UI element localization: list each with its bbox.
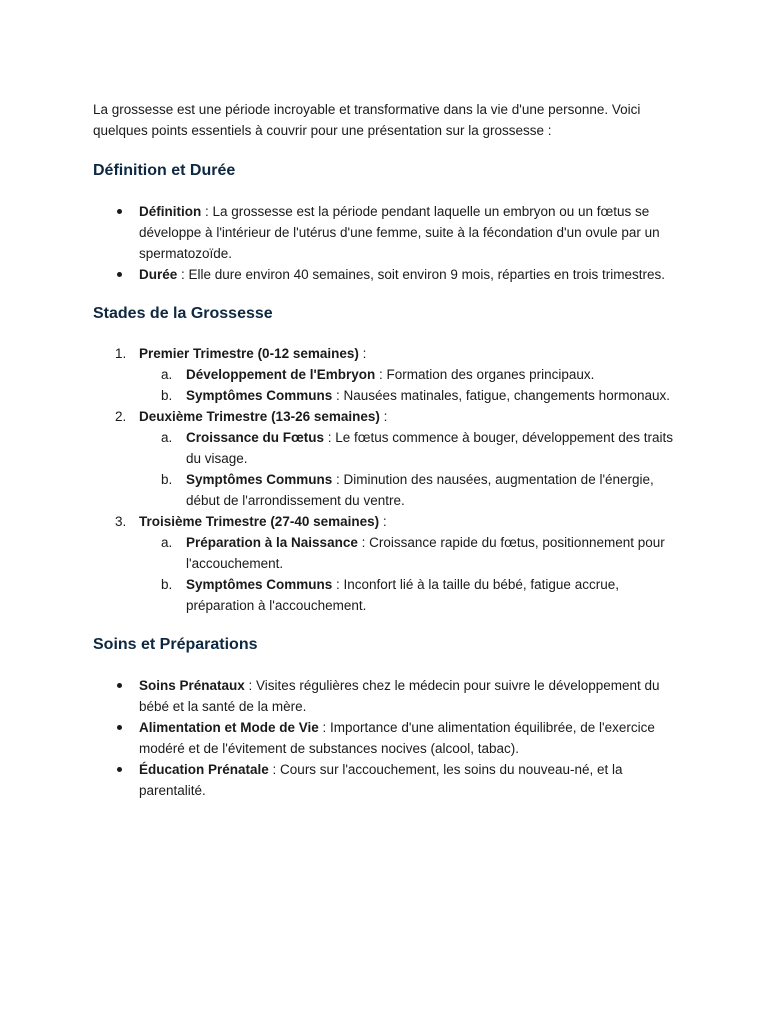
item-number: 2. — [115, 409, 127, 424]
sub-text: : Le fœtus commence à bouger, développement des traits du visage. — [186, 430, 673, 466]
item-term: Définition — [139, 204, 202, 219]
list-item — [93, 675, 683, 717]
sub-list — [139, 427, 683, 511]
sub-item — [139, 427, 683, 469]
item-text: : Elle dure environ 40 semaines, soit environ 9 mois, réparties en trois trimestres. — [177, 267, 665, 282]
intro-paragraph: La grossesse est une période incroyable et transformative dans la vie d'une personne. Voici quelques points essentiels à couvrir pour une présentation sur la grossesse : — [93, 102, 641, 138]
sub-letter: a. — [161, 430, 173, 445]
stades-list — [93, 343, 683, 616]
item-term: Durée — [139, 267, 178, 282]
heading-stades: Stades de la Grossesse — [93, 305, 273, 322]
item-term: Deuxième Trimestre (13-26 semaines) — [139, 409, 380, 424]
item-text: : — [379, 514, 387, 529]
item-term: Alimentation et Mode de Vie — [139, 720, 319, 735]
list-item — [93, 759, 683, 801]
sub-list — [139, 532, 683, 616]
trimester-item — [93, 511, 683, 616]
sub-term: Croissance du Fœtus — [186, 430, 325, 445]
sub-text: : Croissance rapide du fœtus, positionnement pour l'accouchement. — [186, 535, 665, 571]
item-term: Soins Prénataux — [139, 678, 245, 693]
item-text: : — [379, 409, 388, 424]
item-text: : Visites régulières chez le médecin pour suivre le développement du bébé et la santé de la mère. — [139, 678, 660, 714]
document-content — [93, 99, 683, 801]
trimester-item — [93, 406, 683, 511]
sub-item — [139, 469, 683, 511]
sub-text: : Diminution des nausées, augmentation de l'énergie, début de l'arrondissement du ventre. — [186, 472, 654, 508]
sub-letter: b. — [161, 577, 173, 592]
item-term: Premier Trimestre (0-12 semaines) — [139, 346, 359, 361]
sub-term: Développement de l'Embryon — [186, 367, 376, 382]
item-term: Troisième Trimestre (27-40 semaines) — [139, 514, 380, 529]
sub-term: Symptômes Communs — [186, 472, 333, 487]
sub-letter: a. — [161, 535, 173, 550]
soins-list — [93, 675, 683, 801]
sub-item — [139, 532, 683, 574]
item-text: : La grossesse est la période pendant laquelle un embryon ou un fœtus se développe à l'intérieur de l'utérus d'une femme, suite à la fécondation d'un ovule par un spermatozoïde. — [139, 204, 660, 261]
sub-term: Symptômes Communs — [186, 577, 333, 592]
item-number: 1. — [115, 346, 127, 361]
item-term: Éducation Prénatale — [139, 762, 269, 777]
heading-definition: Définition et Durée — [93, 162, 236, 179]
trimester-item — [93, 343, 683, 406]
sub-term: Symptômes Communs — [186, 388, 333, 403]
sub-text: : Nausées matinales, fatigue, changements hormonaux. — [332, 388, 670, 403]
sub-item — [139, 385, 683, 406]
item-number: 3. — [115, 514, 127, 529]
item-text: : Cours sur l'accouchement, les soins du nouveau-né, et la parentalité. — [139, 762, 623, 798]
list-item — [93, 264, 683, 285]
sub-item — [139, 364, 683, 385]
heading-soins: Soins et Préparations — [93, 636, 258, 653]
sub-letter: b. — [161, 472, 173, 487]
sub-text: : Inconfort lié à la taille du bébé, fatigue accrue, préparation à l'accouchement. — [186, 577, 619, 613]
item-text: : — [358, 346, 367, 361]
sub-letter: b. — [161, 388, 173, 403]
list-item — [93, 201, 683, 264]
sub-text: : Formation des organes principaux. — [375, 367, 595, 382]
item-text: : Importance d'une alimentation équilibrée, de l'exercice modéré et de l'évitement de substances nocives (alcool, tabac). — [139, 720, 655, 756]
sub-item — [139, 574, 683, 616]
definition-list — [93, 201, 683, 285]
sub-list — [139, 364, 683, 406]
sub-term: Préparation à la Naissance — [186, 535, 358, 550]
sub-letter: a. — [161, 367, 173, 382]
list-item — [93, 717, 683, 759]
